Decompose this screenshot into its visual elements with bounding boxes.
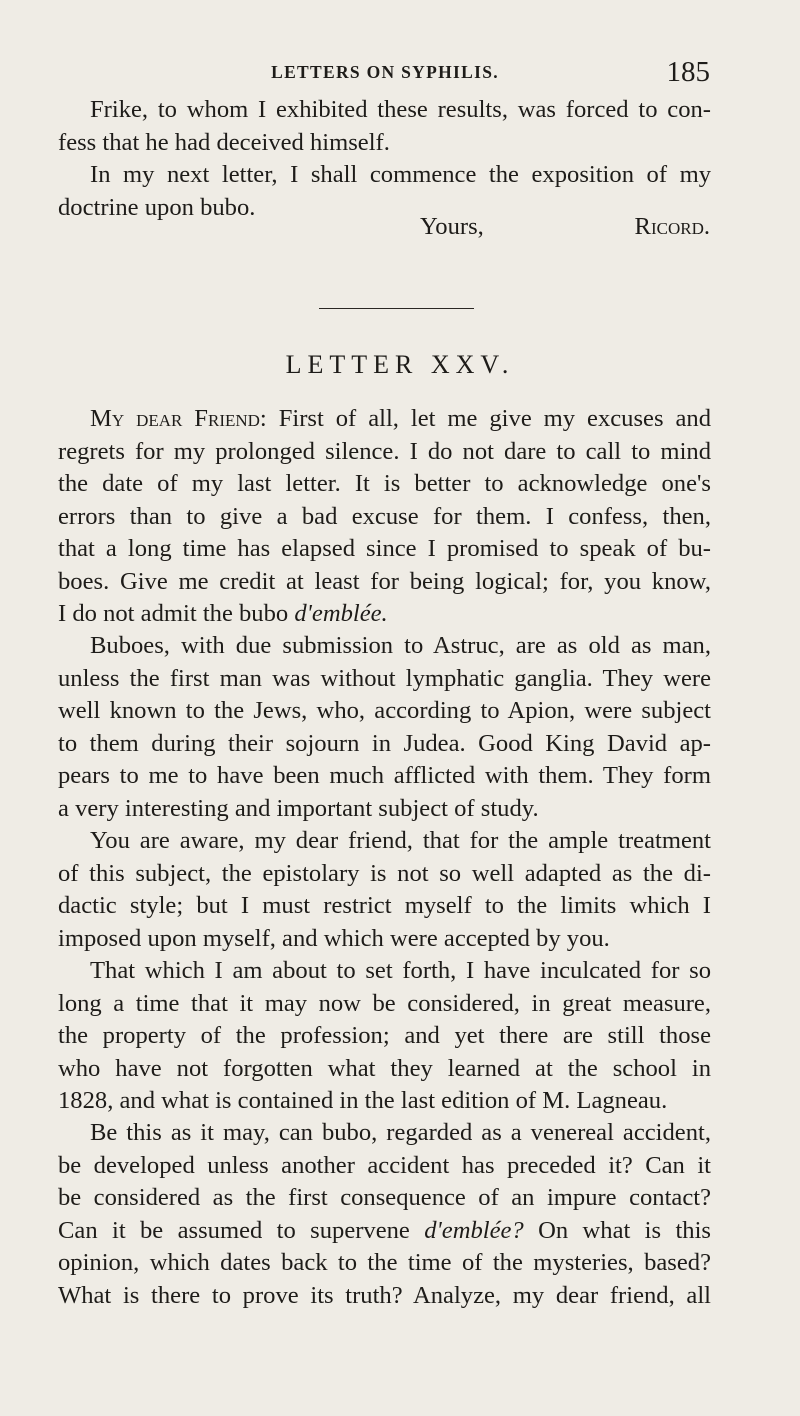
text-line: who have not forgotten what they learned at the school in	[58, 1054, 711, 1082]
text-line: Frike, to whom I exhibited these results, was forced to con-	[90, 96, 711, 123]
section-divider	[319, 308, 474, 309]
signature	[420, 213, 710, 241]
text-line: My dear Friend: First of all, let me give my excuses and	[90, 405, 711, 432]
text-line: be considered as the first consequence of an impure contact?	[58, 1184, 711, 1211]
paragraph-3	[58, 825, 711, 955]
text-line: the property of the profession; and yet there are still those	[58, 1022, 711, 1049]
paragraph-2	[58, 630, 711, 825]
text-line: imposed upon myself, and which were accepted by you.	[58, 924, 610, 952]
page-number: 185	[666, 56, 710, 88]
text-line: unless the first man was without lymphatic ganglia. They were	[58, 664, 711, 692]
text-line: opinion, which dates back to the time of the mysteries, based?	[58, 1249, 711, 1276]
text-line: to them during their sojourn in Judea. Good King David ap-	[58, 729, 711, 757]
paragraph-1	[58, 403, 711, 631]
text-line: Be this as it may, can bubo, regarded as a venereal accident,	[90, 1119, 711, 1146]
text-line: dactic style; but I must restrict myself to the limits which I	[58, 892, 711, 919]
signature-closing: Yours,	[420, 213, 484, 240]
text-line: boes. Give me credit at least for being logical; for, you know,	[58, 567, 711, 595]
text-line: pears to me to have been much afflicted with them. They form	[58, 762, 711, 789]
text-line: That which I am about to set forth, I have inculcated for so	[90, 957, 711, 984]
text-line: well known to the Jews, who, according to Apion, were subject	[58, 697, 711, 724]
text-line: I do not admit the bubo d'emblée.	[58, 600, 388, 627]
running-title: LETTERS ON SYPHILIS.	[271, 62, 499, 82]
text-line: a very interesting and important subject of study.	[58, 794, 539, 822]
paragraph-4	[58, 955, 711, 1118]
text-line: doctrine upon bubo.	[58, 193, 256, 221]
text-line: 1828, and what is contained in the last edition of M. Lagneau.	[58, 1087, 668, 1114]
signature-name: Ricord.	[634, 213, 710, 240]
paragraph-closing-previous	[58, 94, 711, 159]
text-line: Buboes, with due submission to Astruc, are as old as man,	[90, 632, 711, 659]
paragraph-5	[58, 1117, 711, 1312]
letter-heading: LETTER XXV.	[285, 350, 515, 379]
text-line: that a long time has elapsed since I promised to speak of bu-	[58, 535, 711, 562]
text-line: What is there to prove its truth? Analyze, my dear friend, all	[58, 1281, 711, 1309]
page-header	[60, 56, 710, 92]
text-line: You are aware, my dear friend, that for the ample treatment	[90, 827, 711, 854]
text-line: Can it be assumed to supervene d'emblée? On what is this	[58, 1216, 711, 1244]
text-line: long a time that it may now be considered, in great measure,	[58, 989, 711, 1017]
text-line: regrets for my prolonged silence. I do not dare to call to mind	[58, 437, 711, 465]
text-line: the date of my last letter. It is better to acknowledge one's	[58, 470, 711, 497]
text-line: of this subject, the epistolary is not so well adapted as the di-	[58, 859, 711, 887]
text-line: errors than to give a bad excuse for them. I confess, then,	[58, 502, 711, 530]
text-line: fess that he had deceived himself.	[58, 128, 390, 156]
text-line: In my next letter, I shall commence the exposition of my	[90, 161, 711, 188]
text-line: be developed unless another accident has preceded it? Can it	[58, 1151, 711, 1179]
